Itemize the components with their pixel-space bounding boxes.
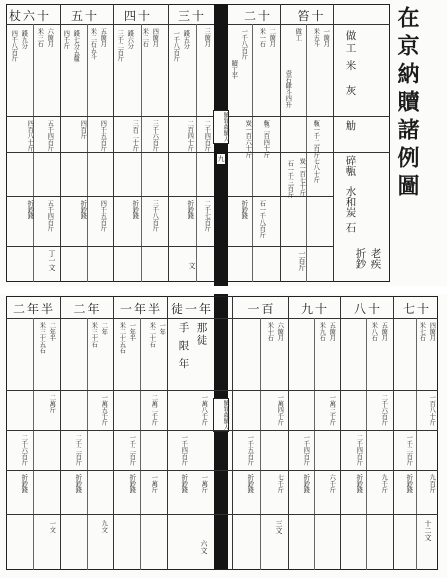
top-row-line [6, 246, 333, 247]
top-col-line [168, 4, 169, 282]
bottom-subcol-line [366, 318, 367, 570]
bot-col-6-stone: 一萬斤 [150, 474, 158, 493]
top-col-2-fold: 折鈔錢 [240, 200, 248, 219]
bot-col-4-fold: 折鈔錢 [246, 474, 254, 493]
bot-col-2-tile: 二千六百斤 [380, 394, 388, 426]
bottom-col-line [167, 296, 168, 570]
bot-col-1-tile: 一百八十斤 [428, 394, 436, 426]
bot-col-3-broken: 一千四百斤 [302, 434, 310, 466]
top-col-5-stone: 四千五百斤 [99, 200, 107, 232]
top-col-1-broken: 甎一千二百斤七八十斤 [312, 120, 320, 183]
top-col-5-rice: 米二石五斗 [89, 28, 97, 60]
top-col-2-stone: 石一千八百斤 [258, 200, 266, 238]
bot-col-1-months: 四箇月 [428, 322, 436, 341]
top-col-1-tile: 壹石肆斗四升 [284, 70, 292, 108]
spine-label-top: 贖罪歲贖人 [213, 110, 229, 144]
top-col-3-stone: 二千七百斤 [203, 200, 211, 232]
top-col-2-lime: 一千八百斤 [240, 28, 248, 60]
top-col-5-money: 錢七分五釐 [72, 30, 80, 62]
bot-col-6-months: 一年半 [128, 322, 136, 341]
bot-col-8-stone: 一文 [48, 520, 56, 533]
header-2-years: 二年 [73, 302, 102, 316]
bot-col-1-stone: 九百斤 [428, 474, 436, 493]
bottom-subcol-line [416, 318, 417, 570]
bot-col-7-stone: 九文 [100, 520, 108, 533]
item-head-stone: 石 [344, 222, 357, 233]
bottom-col-line [232, 296, 233, 570]
bot-col-2-broken: 二千四百斤 [355, 434, 363, 466]
bottom-item-head-natu: 那徒 [195, 322, 208, 347]
bot-col-8-tile: 二萬斤 [48, 394, 56, 413]
top-col-3-tile: 二千四百斤 [203, 120, 211, 152]
header-80: 八十 [353, 302, 382, 316]
bot-col-7-tile: 一萬五千斤 [100, 394, 108, 426]
top-col-6-months: 六箇月 [46, 28, 54, 47]
top-col-3-lime: 一千八百斤 [172, 30, 180, 62]
bot-col-3-tile: 一萬三千斤 [328, 394, 336, 426]
top-col-line [60, 4, 61, 282]
bottom-col-line [60, 296, 61, 570]
bot-col-5-rice: 米二十石 [148, 322, 156, 348]
bot-col-1-broken: 一千二百斤 [405, 434, 413, 466]
top-col-4-broken: 三百二十斤 [131, 120, 139, 152]
top-col-6-stone: 五千四百斤 [46, 200, 54, 232]
item-head-rice: 米 [344, 60, 357, 71]
bot-col-4-rice: 米十石 [266, 322, 274, 341]
side-note-old-ill: 老疾 [369, 248, 382, 269]
top-col-4-fold: 折鈔錢 [131, 200, 139, 219]
top-col-3-fold: 折鈔錢 [186, 200, 194, 219]
bot-col-8-rice: 米三十五石 [38, 322, 46, 354]
top-col-6-money: 錢九分 [20, 30, 28, 49]
bottom-subcol-line [314, 318, 315, 570]
bottom-col-line [113, 296, 114, 570]
header-40: 四十 [123, 9, 152, 23]
bot-col-1-rice: 米七石 [418, 322, 426, 341]
spine-label-bottom: 贖罪歲贖人 [213, 398, 229, 432]
top-col-4-lime: 三千二百斤 [116, 30, 124, 62]
header-90: 九十 [300, 302, 329, 316]
top-row-line [6, 152, 390, 153]
top-col-2-broken: 甎二百四十斤 [262, 120, 270, 158]
top-col-4-money: 錢六分 [126, 30, 134, 49]
top-col-6-lime: 四千八百斤 [10, 30, 18, 62]
bot-col-3-months: 五箇月 [328, 322, 336, 341]
bot-col-6-tile: 二萬二千斤 [150, 394, 158, 426]
top-col-1-charcoal: 炭一百七十斤 [298, 158, 306, 196]
bottom-extra-2: 三文 [275, 520, 283, 534]
top-col-1-months: 一箇月 [322, 28, 330, 47]
item-head-tile: 觔 [344, 120, 357, 131]
top-subcol-line [196, 24, 197, 282]
bot-col-8-months: 二年半 [48, 322, 56, 341]
top-col-5-broken: 四百斤 [79, 120, 87, 139]
bottom-subcol-line [140, 318, 141, 570]
top-subcol-line [33, 24, 34, 282]
top-extra-2: 丁一文 [48, 250, 56, 271]
top-subcol-line [141, 24, 142, 282]
bot-col-7-months: 二年 [100, 322, 108, 335]
bot-col-5-broken: 一千四百斤 [180, 434, 188, 466]
bottom-row-line [6, 470, 438, 471]
top-col-2-rice: 米一石 [258, 28, 266, 47]
bot-col-7-rice: 米三十石 [90, 322, 98, 348]
bot-col-2-fold: 折鈔錢 [355, 474, 363, 493]
top-col-1-work: 做工 [294, 28, 302, 41]
top-row-line [6, 196, 333, 197]
top-col-4-rice: 米二石 [141, 28, 149, 47]
top-extra-1: 一百斤 [298, 250, 306, 271]
bot-col-5-months: 一年 [158, 322, 166, 335]
bottom-header-line [6, 318, 438, 319]
bot-col-7-broken: 二千二百斤 [74, 434, 82, 466]
top-col-4-months: 四箇月 [151, 28, 159, 47]
bottom-subcol-line [87, 318, 88, 570]
header-zhang-60: 杖六十 [8, 9, 51, 23]
document-title: 在京納贖諸例圖 [394, 6, 420, 202]
top-subcol-line [87, 24, 88, 282]
top-col-3-broken: 二百四十斤 [186, 120, 194, 152]
bottom-col-line [288, 296, 289, 570]
top-col-5-tile: 四千五百斤 [99, 120, 107, 152]
bot-col-8-fold: 折鈔錢 [20, 474, 28, 493]
bottom-item-head-year: 年 [177, 358, 190, 369]
bottom-row-line [6, 430, 438, 431]
bottom-col-line [393, 296, 394, 570]
bot-col-4-months: 六箇月 [276, 322, 284, 341]
top-col-4-tile: 三千六百斤 [151, 120, 159, 152]
top-col-5-fold: 折鈔錢 [79, 200, 87, 219]
top-col-6-tile: 五千四百斤 [46, 120, 54, 152]
top-col-2-months: 二箇月 [268, 28, 276, 47]
top-col-6-rice: 米三石 [36, 28, 44, 47]
top-extra-3: 文 [188, 262, 196, 269]
header-tu-1-year: 徒一年 [170, 302, 213, 316]
bottom-extra-1: 十二文 [424, 520, 432, 541]
top-col-3-money: 錢五分 [182, 30, 190, 49]
header-70: 七十 [402, 302, 431, 316]
item-head-broken-tile: 碎甎 [344, 155, 357, 176]
top-col-line [280, 4, 281, 282]
top-col-2-charcoal: 炭一百六十斤 [244, 120, 252, 158]
header-30: 三十 [177, 9, 206, 23]
header-chi-10: 笞十 [297, 9, 326, 23]
header-100: 一百 [247, 302, 276, 316]
bot-col-2-rice: 米八石 [370, 322, 378, 341]
page-gutter [0, 286, 447, 294]
bot-col-4-tile: 一萬四千斤 [276, 394, 284, 426]
bot-col-1-fold: 折鈔錢 [405, 474, 413, 493]
top-col-1-rice: 米五斗 [312, 28, 320, 47]
top-col-3-months: 三箇月 [203, 28, 211, 47]
bot-col-6-rice: 米二十五石 [118, 322, 126, 354]
bottom-col-line [340, 296, 341, 570]
top-col-6-broken: 四百八十斤 [26, 120, 34, 152]
top-col-5-months: 五箇月 [99, 28, 107, 47]
bottom-subcol-line [260, 318, 261, 570]
bot-col-7-fold: 折鈔錢 [74, 474, 82, 493]
top-col-1-stone: 石一千三百斤 [286, 160, 294, 198]
bot-col-5-tile: 一萬八千斤 [200, 394, 208, 426]
spine-seal-top: 九 [217, 155, 225, 163]
top-col-line [333, 4, 334, 282]
bot-col-4-broken: 一千五百斤 [246, 434, 254, 466]
bot-col-6-fold: 折鈔錢 [128, 474, 136, 493]
header-20: 二十 [243, 9, 272, 23]
bot-col-8-broken: 二千六百斤 [20, 434, 28, 466]
top-col-2-half: 贖工半 [230, 60, 238, 79]
bottom-item-head-limit: 限 [177, 340, 190, 351]
top-col-line [113, 4, 114, 282]
bottom-subcol-line [33, 318, 34, 570]
item-head-charcoal: 水和炭 [344, 186, 357, 218]
bot-col-5-stone: 一萬斤 [200, 474, 208, 493]
bot-col-2-stone: 九千斤 [380, 474, 388, 493]
bot-col-4-stone: 七千斤 [276, 474, 284, 493]
bottom-row-line [6, 514, 438, 515]
bot-col-3-stone: 六千斤 [328, 474, 336, 493]
item-head-work: 做工 [344, 30, 357, 55]
top-col-6-fold: 折鈔錢 [26, 200, 34, 219]
item-head-lime: 灰 [344, 85, 357, 96]
top-subcol-line [306, 24, 307, 282]
bot-col-3-rice: 米九石 [318, 322, 326, 341]
bottom-row-line [6, 390, 438, 391]
bottom-item-head-hand: 手 [177, 322, 190, 333]
bot-col-3-fold: 折鈔錢 [302, 474, 310, 493]
top-row-line [6, 116, 390, 117]
bottom-extra-3: 六文 [200, 540, 208, 554]
header-2.5-years: 二年半 [12, 302, 55, 316]
bot-col-5-fold: 折鈔錢 [180, 474, 188, 493]
header-1.5-years: 一年半 [119, 302, 162, 316]
top-col-5-lime: 四千斤 [62, 30, 70, 49]
bot-col-6-broken: 一千二百斤 [128, 434, 136, 466]
bot-col-2-months: 五箇月 [380, 322, 388, 341]
top-subcol-line [252, 24, 253, 282]
side-note-fold-cash: 折鈔 [354, 248, 367, 269]
header-50: 五十 [70, 9, 99, 23]
top-col-4-stone: 三千八百斤 [151, 200, 159, 232]
